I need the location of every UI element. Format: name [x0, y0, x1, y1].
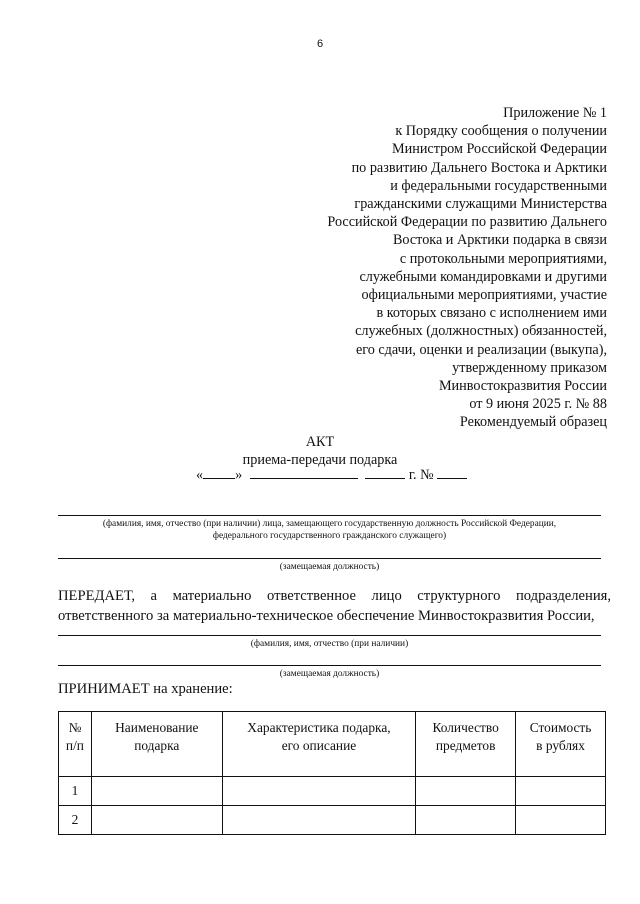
appendix-line: Приложение № 1: [503, 105, 607, 121]
recommended-sample-label: Рекомендуемый образец: [459, 414, 607, 430]
cell-gift-name[interactable]: [91, 806, 222, 835]
receiver-name-line[interactable]: [58, 635, 601, 636]
act-title: АКТ: [305, 434, 335, 450]
header-quantity: Количество предметов: [416, 712, 516, 777]
row-number: 1: [59, 777, 92, 806]
cell-cost[interactable]: [516, 806, 606, 835]
appendix-line: с протокольными мероприятиями,: [399, 250, 607, 267]
act-number-blank[interactable]: [437, 466, 467, 479]
gifts-table: [58, 711, 606, 835]
row-number: 2: [59, 806, 92, 835]
appendix-line: его сдачи, оценки и реализации (выкупа),: [355, 341, 607, 358]
header-gift-name: Наименование подарка: [91, 712, 222, 777]
receiver-position-caption: (замещаемая должность): [279, 669, 380, 679]
appendix-line: Министром Российской Федерации: [392, 141, 607, 158]
giver-position-caption: (замещаемая должность): [279, 562, 380, 572]
act-heading: [0, 433, 640, 469]
appendix-line: по развитию Дальнего Востока и Арктики: [351, 159, 607, 176]
cell-gift-description[interactable]: [222, 777, 416, 806]
appendix-line: Российской Федерации по развитию Дальнего: [327, 214, 607, 231]
transfer-paragraph: [58, 586, 611, 626]
open-quote: «: [196, 467, 204, 483]
transfer-line-1: ПЕРЕДАЕТ, а материально ответственное лицо структурного подразделения,: [58, 588, 611, 604]
giver-name-caption: [58, 518, 601, 542]
cell-quantity[interactable]: [416, 777, 516, 806]
cell-gift-name[interactable]: [91, 777, 222, 806]
appendix-line: в которых связано с исполнением ими: [376, 305, 607, 322]
table-header-row: [59, 712, 606, 777]
appendix-line: Минвостокразвития России: [438, 378, 607, 395]
receiver-name-caption: (фамилия, имя, отчество (при наличии): [250, 639, 409, 649]
cell-quantity[interactable]: [416, 806, 516, 835]
act-subtitle: приема-передачи подарка: [242, 452, 398, 468]
appendix-line: служебных (должностных) обязанностей,: [355, 323, 607, 340]
appendix-line: гражданскими служащими Министерства: [354, 196, 607, 213]
header-number: № п/п: [59, 712, 92, 777]
appendix-line: утвержденному приказом: [452, 359, 607, 376]
transfer-line-2: ответственного за материально-техническое обеспечение Минвостокразвития России,: [58, 608, 595, 624]
header-gift-description: Характеристика подарка, его описание: [222, 712, 416, 777]
receives-label: ПРИНИМАЕТ на хранение:: [58, 681, 233, 697]
appendix-line: от 9 июня 2025 г. № 88: [469, 396, 607, 413]
month-blank[interactable]: [250, 466, 358, 479]
giver-name-line[interactable]: [58, 515, 601, 516]
appendix-line: и федеральными государственными: [390, 177, 607, 194]
appendix-line: официальными мероприятиями, участие: [361, 287, 607, 304]
appendix-line: Востока и Арктики подарка в связи: [392, 232, 607, 249]
appendix-line: к Порядку сообщения о получении: [395, 123, 607, 140]
appendix-line: служебными командировками и другими: [359, 268, 607, 285]
receiver-position-line[interactable]: [58, 665, 601, 666]
day-blank[interactable]: [203, 466, 235, 479]
caption-text: (фамилия, имя, отчество (при наличии) лица, замещающего государственную должность Российской Федерации,: [102, 519, 557, 529]
close-quote: »: [235, 467, 243, 483]
header-cost: Стоимость в рублях: [516, 712, 606, 777]
caption-text: федерального государственного гражданского служащего): [212, 531, 447, 541]
cell-gift-description[interactable]: [222, 806, 416, 835]
cell-cost[interactable]: [516, 777, 606, 806]
page-number: 6: [316, 38, 324, 50]
giver-position-line[interactable]: [58, 558, 601, 559]
table-row: [59, 806, 606, 835]
act-date-number-line: [196, 466, 467, 484]
appendix-block: [277, 104, 607, 413]
table-row: [59, 777, 606, 806]
year-number-label: г. №: [408, 467, 434, 483]
year-blank[interactable]: [365, 466, 405, 479]
